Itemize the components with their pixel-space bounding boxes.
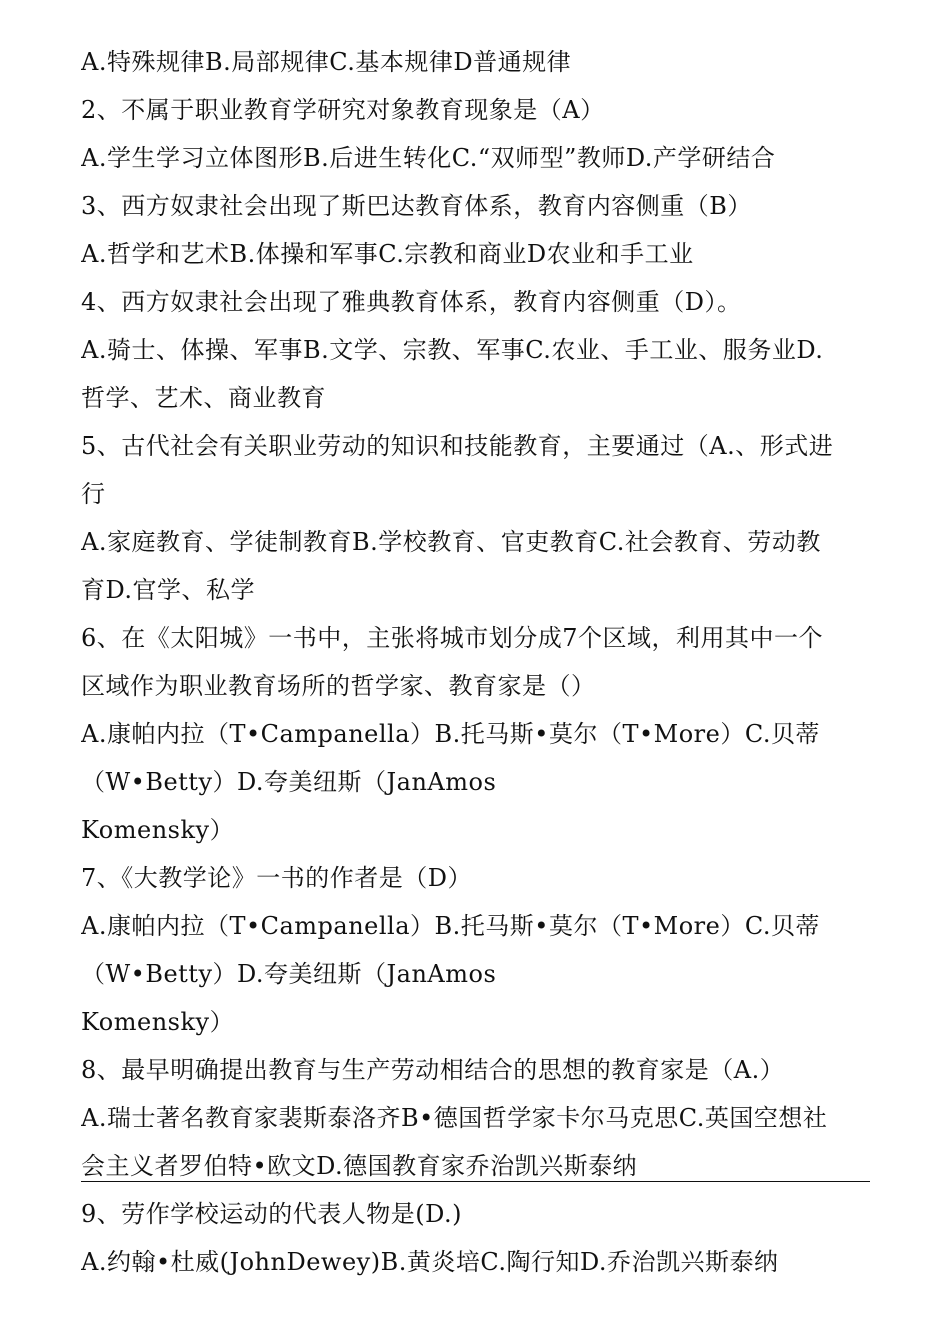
question-9: 9、劳作学校运动的代表人物是(D.): [81, 1200, 463, 1228]
option-line-q2: A.学生学习立体图形B.后进生转化C.“双师型”教师D.产学研结合: [81, 144, 776, 172]
option-line-q7-cont2: Komensky）: [81, 1008, 235, 1036]
option-line-q4: A.骑士、体操、军事B.文学、宗教、军事C.农业、手工业、服务业D.: [81, 336, 824, 364]
option-line-q5: A.家庭教育、学徒制教育B.学校教育、官吏教育C.社会教育、劳动教: [81, 528, 821, 556]
option-line-q3: A.哲学和艺术B.体操和军事C.宗教和商业D农业和手工业: [81, 240, 694, 268]
question-8: 8、最早明确提出教育与生产劳动相结合的思想的教育家是（A.）: [81, 1056, 785, 1084]
option-line-q8-cont: 会主义者罗伯特•欧文D.德国教育家乔治凯兴斯泰纳: [81, 1152, 638, 1180]
question-5: 5、古代社会有关职业劳动的知识和技能教育，主要通过（A.、形式进: [81, 432, 834, 460]
option-line-q7-cont: （W•Betty）D.夸美纽斯（JanAmos: [81, 960, 497, 988]
question-6-cont: 区域作为职业教育场所的哲学家、教育家是（）: [81, 672, 596, 700]
document-page: [81, 38, 871, 1286]
option-line-q9: A.约翰•杜威(JohnDewey)B.黄炎培C.陶行知D.乔治凯兴斯泰纳: [81, 1248, 779, 1276]
horizontal-divider: [81, 1181, 870, 1182]
question-4: 4、西方奴隶社会出现了雅典教育体系，教育内容侧重（D）。: [81, 288, 742, 316]
option-line-q1: A.特殊规律B.局部规律C.基本规律D普通规律: [81, 48, 572, 76]
question-5-cont: 行: [81, 480, 106, 508]
question-3: 3、西方奴隶社会出现了斯巴达教育体系，教育内容侧重（B）: [81, 192, 752, 220]
option-line-q7: A.康帕内拉（T•Campanella）B.托马斯•莫尔（T•More）C.贝蒂: [81, 912, 820, 940]
option-line-q5-cont: 育D.官学、私学: [81, 576, 256, 604]
option-line-q4-cont: 哲学、艺术、商业教育: [81, 384, 326, 412]
option-line-q8: A.瑞士著名教育家裴斯泰洛齐B•德国哲学家卡尔马克思C.英国空想社: [81, 1104, 828, 1132]
option-line-q6-cont: （W•Betty）D.夸美纽斯（JanAmos: [81, 768, 497, 796]
question-6: 6、在《太阳城》一书中，主张将城市划分成7个区域，利用其中一个: [81, 624, 824, 652]
option-line-q6-cont2: Komensky）: [81, 816, 235, 844]
question-2: 2、不属于职业教育学研究对象教育现象是（A）: [81, 96, 605, 124]
option-line-q6: A.康帕内拉（T•Campanella）B.托马斯•莫尔（T•More）C.贝蒂: [81, 720, 820, 748]
question-7: 7、《大教学论》一书的作者是（D）: [81, 864, 473, 892]
